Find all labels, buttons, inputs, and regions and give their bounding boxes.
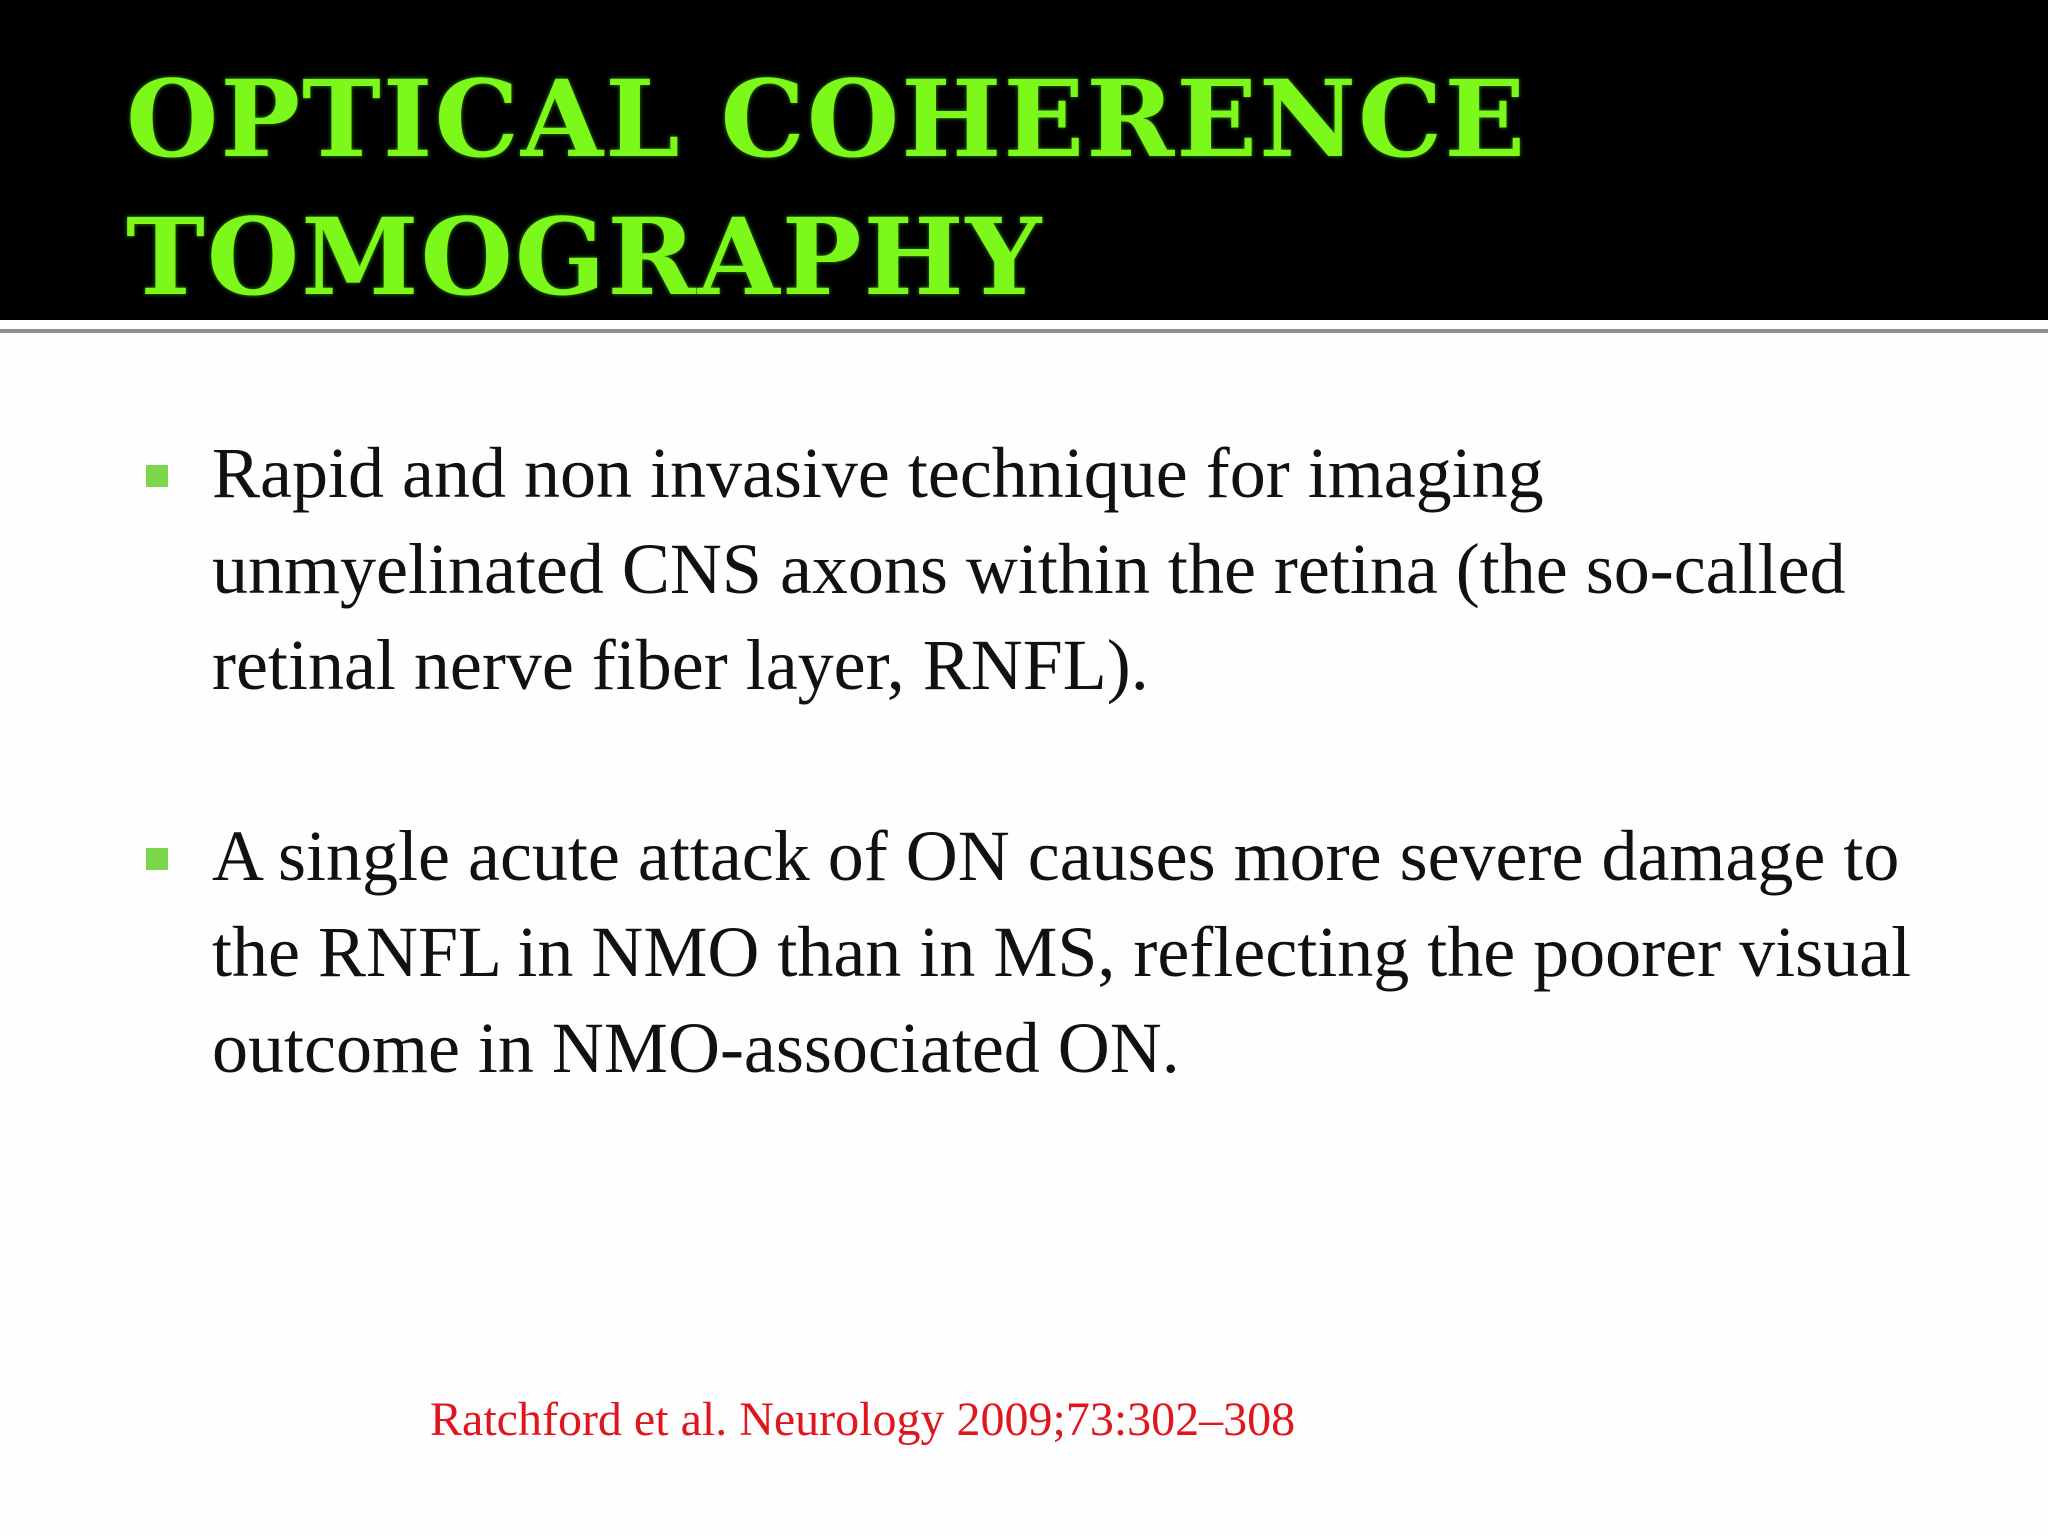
bullet-list: [146, 425, 1946, 1096]
square-bullet-icon: [146, 465, 168, 487]
bullet-item: [146, 808, 1946, 1096]
bullet-item: [146, 425, 1946, 713]
bullet-text: Rapid and non invasive technique for imaging unmyelinated CNS axons within the retina (the so-called retinal nerve fiber layer, RNFL).: [212, 433, 1846, 705]
bullet-text: A single acute attack of ON causes more severe damage to the RNFL in NMO than in MS, reflecting the poorer visual outcome in NMO-associated ON.: [212, 816, 1912, 1088]
slide-title-line-1: OPTICAL COHERENCE: [126, 56, 1528, 181]
slide-title: [126, 50, 1527, 326]
title-bar: [0, 0, 2048, 320]
citation: Ratchford et al. Neurology 2009;73:302–308: [430, 1393, 1296, 1446]
title-divider-gray: [0, 329, 2048, 333]
square-bullet-icon: [146, 848, 168, 870]
title-divider-white: [0, 320, 2048, 328]
slide-title-line-2: TOMOGRAPHY: [126, 194, 1044, 319]
